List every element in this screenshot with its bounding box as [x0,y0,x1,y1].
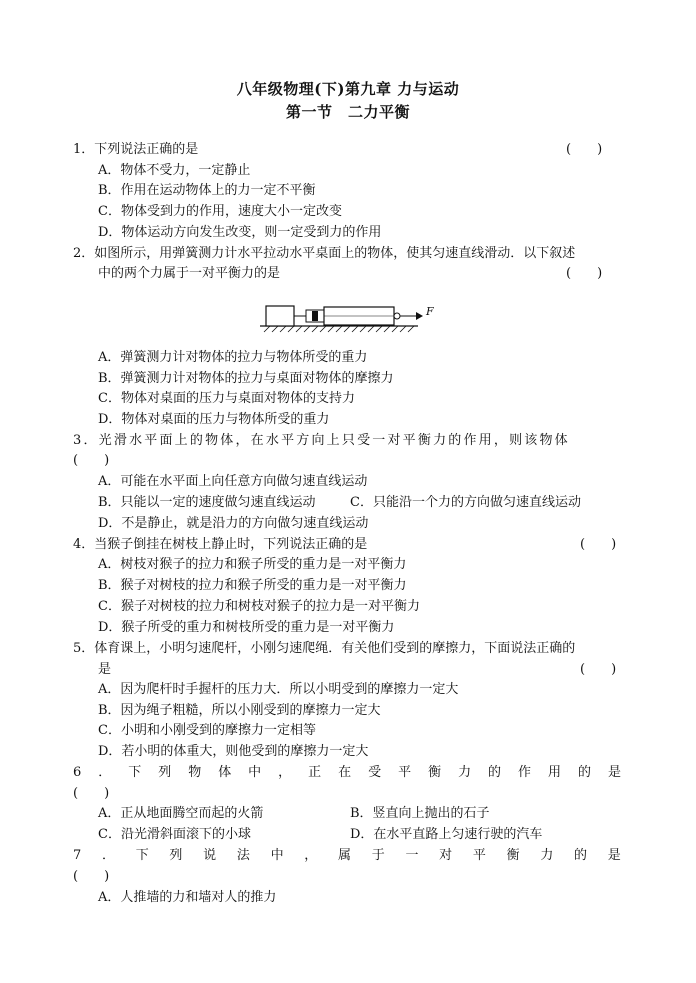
q6-option-d: D．在水平直路上匀速行驶的汽车 [350,827,543,842]
q7-stem-line2: ( ) [73,869,110,884]
chapter-title: 八年级物理(下)第九章 力与运动 [236,80,460,98]
stem-char: 对 [439,848,453,863]
q5-option-b: B．因为绳子粗糙，所以小刚受到的摩擦力一定大 [98,703,381,718]
stem-char: 正 [308,765,322,780]
q2-answer-paren: ( ) [566,266,603,281]
q3-stem-line1: 3．光滑水平面上的物体，在水平方向上只受一对平衡力的作用，则该物体 [73,433,570,448]
stem-char: 在 [338,765,352,780]
stem-char: 平 [472,848,486,863]
stem-char: 下 [135,848,149,863]
q3-stem-line2: ( ) [73,453,110,468]
q1-option-c: C．物体受到力的作用，速度大小一定改变 [98,204,342,219]
stem-char: 7 [73,848,82,863]
stem-char: ， [278,765,292,780]
q3-option-a: A．可能在水平面上向任意方向做匀速直线运动 [98,474,368,489]
q5-answer-paren: ( ) [580,662,617,677]
stem-char: 受 [368,765,382,780]
stem-char: ， [304,848,318,863]
q3-option-d: D．不是静止，就是沿力的方向做匀速直线运动 [98,516,369,531]
q6-option-a: A．正从地面腾空而起的火箭 [98,806,264,821]
stem-char: 力 [540,848,554,863]
q4-option-d: D．猴子所受的重力和树枝所受的重力是一对平衡力 [98,620,395,635]
q4-option-a: A．树枝对猴子的拉力和猴子所受的重力是一对平衡力 [98,557,407,572]
stem-char: 列 [169,848,183,863]
stem-char: 一 [405,848,419,863]
stem-char: 的 [578,765,592,780]
q5-option-c: C．小明和小刚受到的摩擦力一定相等 [98,723,316,738]
q2-option-c: C．物体对桌面的压力与桌面对物体的支持力 [98,391,355,406]
stem-char: 作 [518,765,532,780]
q4-stem: 4．当猴子倒挂在树枝上静止时，下列说法正确的是 [73,537,368,552]
stem-char: 是 [607,848,621,863]
q6-stem-line2: ( ) [73,786,110,801]
stem-char: ． [98,765,112,780]
stem-char: 法 [236,848,250,863]
stem-char: 衡 [428,765,442,780]
q5-option-a: A．因为爬杆时手握杆的压力大．所以小明受到的摩擦力一定大 [98,682,459,697]
q6-stem-line1 [73,764,621,781]
q4-option-b: B．猴子对树枝的拉力和猴子所受的重力是一对平衡力 [98,578,407,593]
q1-option-b: B．作用在运动物体上的力一定不平衡 [98,183,316,198]
stem-char: 列 [158,765,172,780]
stem-char: 下 [128,765,142,780]
q5-option-d: D．若小明的体重大，则他受到的摩擦力一定大 [98,744,369,759]
q2-stem-line1: 2．如图所示，用弹簧测力计水平拉动水平桌面上的物体，使其匀速直线滑动．以下叙述 [73,246,576,261]
spring-scale-figure [258,298,438,334]
q4-answer-paren: ( ) [580,537,617,552]
q2-option-d: D．物体对桌面的压力与物体所受的重力 [98,412,330,427]
stem-char: 说 [203,848,217,863]
q5-stem-line1: 5．体育课上，小明匀速爬杆，小刚匀速爬绳．有关他们受到的摩擦力，下面说法正确的 [73,641,576,656]
q4-option-c: C．猴子对树枝的拉力和树枝对猴子的拉力是一对平衡力 [98,599,420,614]
q5-stem-line2: 是 [98,662,112,677]
stem-char: 体 [218,765,232,780]
stem-char: 用 [548,765,562,780]
stem-char: 平 [398,765,412,780]
q3-option-b: B．只能以一定的速度做匀速直线运动 [98,495,316,510]
stem-char: ． [101,848,115,863]
q1-answer-paren: ( ) [566,142,603,157]
stem-char: 中 [248,765,262,780]
q1-option-a: A．物体不受力，一定静止 [98,163,251,178]
stem-char: 物 [188,765,202,780]
q2-option-b: B．弹簧测力计对物体的拉力与桌面对物体的摩擦力 [98,371,394,386]
q6-option-b: B．竖直向上抛出的石子 [350,806,490,821]
stem-char: 属 [338,848,352,863]
stem-char: 中 [270,848,284,863]
stem-char: 力 [458,765,472,780]
stem-char: 6 [73,765,82,780]
q7-stem-line1 [73,847,621,864]
stem-char: 的 [574,848,588,863]
stem-char: 于 [371,848,385,863]
q1-stem: 1．下列说法正确的是 [73,142,199,157]
section-title: 第一节 二力平衡 [285,103,410,121]
stem-char: 是 [607,765,621,780]
q2-stem-line2: 中的两个力属于一对平衡力的是 [98,266,281,281]
force-label: F [426,305,434,318]
stem-char: 的 [488,765,502,780]
q3-option-c: C．只能沿一个力的方向做匀速直线运动 [350,495,581,510]
q7-option-a: A．人推墙的力和墙对人的推力 [98,890,277,905]
stem-char: 衡 [506,848,520,863]
q2-option-a: A．弹簧测力计对物体的拉力与物体所受的重力 [98,350,368,365]
q6-option-c: C．沿光滑斜面滚下的小球 [98,827,251,842]
q1-option-d: D．物体运动方向发生改变，则一定受到力的作用 [98,225,382,240]
